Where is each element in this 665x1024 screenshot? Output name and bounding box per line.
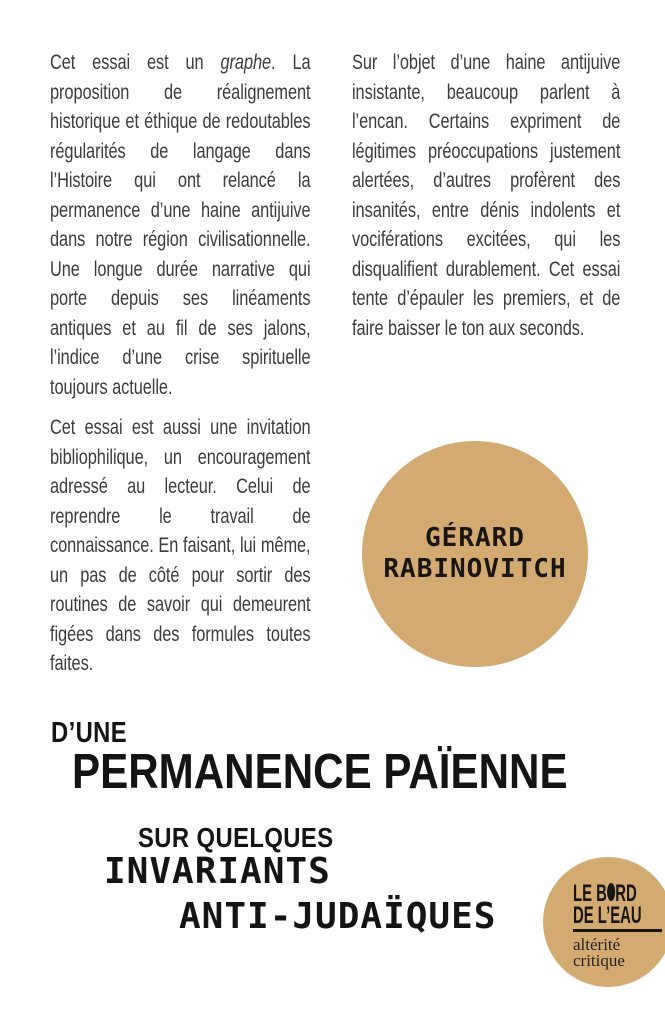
publisher-logo-rule [573, 929, 662, 932]
publisher-logo-circle [543, 857, 665, 987]
author-first-name: GÉRARD [425, 523, 525, 553]
author-last-name: RABINOVITCH [383, 554, 567, 584]
blurb-paragraph [50, 48, 311, 402]
collection-line: altérité [573, 935, 621, 954]
title-main: PERMANENCE PAÏENNE [72, 745, 568, 799]
blurb-text: . La proposition de réalignement historique et éthique de redoutables régularités de langage dans l’Histoire qui ont relancé la permanence d’une haine antijuive dans notre région civilisationnelle. Une longue durée narrative qui porte depuis ses linéaments antiques et au fil de ses jalons, l’indice d’une crise spirituelle toujours actuelle. [50, 51, 311, 399]
publisher-name-part: RD [615, 880, 637, 907]
title-line-dune: D’UNE [51, 717, 128, 749]
blurb-paragraph: Cet essai est aussi une invitation bibliophilique, un encouragement adressé au lecteur. Celui de reprendre le travail de connaissance. En faisant, lui même, un pas de côté pour sortir des routines de savoir qui demeurent figées dans des formules toutes faites. [50, 416, 311, 675]
publisher-name-part: DE L’EAU [573, 902, 642, 929]
author-circle [362, 441, 588, 667]
publisher-name-part: LE B [573, 880, 607, 907]
solid-o-icon [607, 883, 615, 901]
subtitle-line-1: SUR QUELQUES [138, 822, 334, 853]
blurb-paragraph: Sur l’objet d’une haine antijuive insistante, beaucoup parlent à l’encan. Certains expriment de légitimes préoccupations justement alertées, d’autres profèrent des insanités, entre dénis indolents et vociférations excitées, qui les disqualifient durablement. Cet essai tente d’épauler les premiers, et de faire baisser le ton aux seconds. [352, 51, 621, 340]
publisher-name [573, 880, 642, 929]
blurb-text: Cet essai est un [50, 51, 221, 74]
publisher-collection [573, 937, 625, 969]
blurb-right-column [352, 48, 620, 343]
blurb-left-column [50, 48, 311, 679]
blurb-italic-word: graphe [220, 51, 272, 74]
subtitle-line-2: INVARIANTS [104, 851, 331, 892]
subtitle-line-3: ANTI-JUDAÏQUES [179, 896, 497, 937]
collection-line: critique [573, 951, 625, 970]
